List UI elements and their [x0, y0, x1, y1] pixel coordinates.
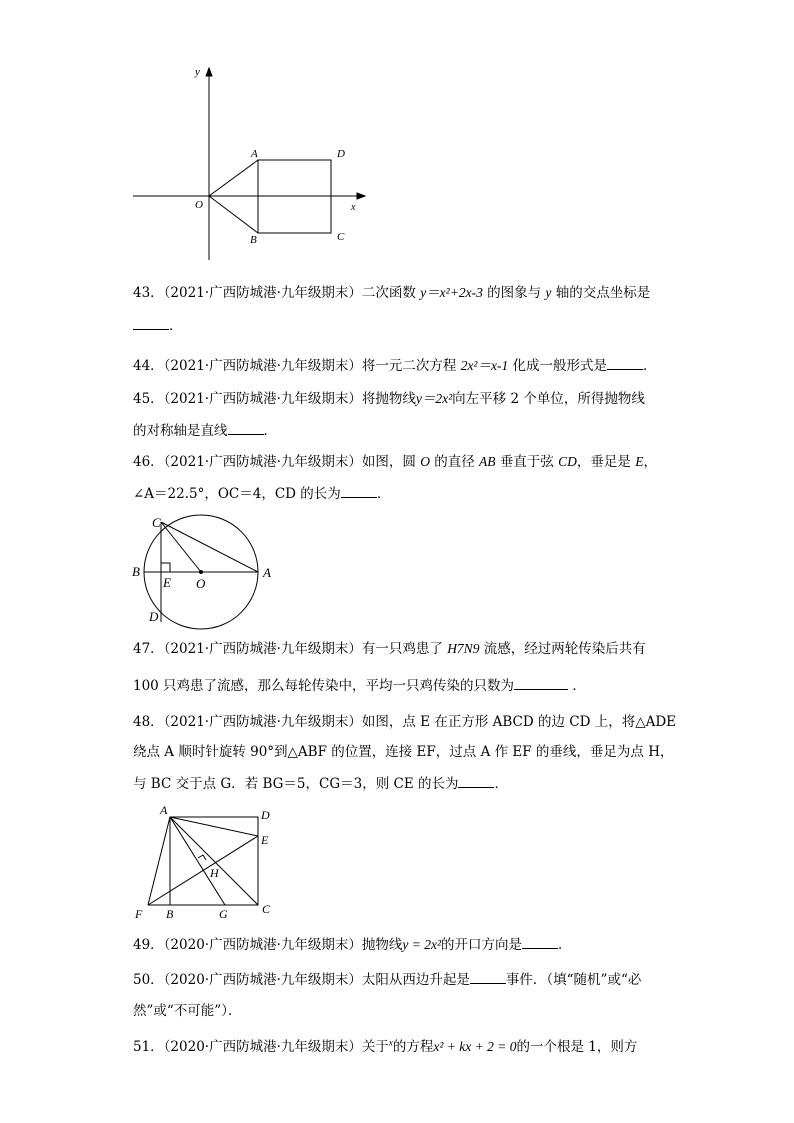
equation: y＝x²+2x-3	[420, 285, 483, 300]
question-45	[133, 389, 663, 409]
square-figure	[130, 800, 280, 925]
label-O: O	[196, 576, 206, 591]
question-45-line2	[133, 421, 663, 441]
text: 化成一般形式是	[512, 358, 608, 374]
question-source: （2021·广西防城港·九年级期末）	[163, 454, 362, 470]
question-49	[133, 935, 663, 955]
question-number: 43．	[133, 285, 164, 301]
variable: AB	[479, 454, 496, 469]
circle-figure	[128, 510, 288, 630]
answer-blank[interactable]	[470, 970, 506, 984]
answer-blank[interactable]	[607, 356, 643, 370]
text: 的方程	[392, 1039, 434, 1055]
text: 与 BC 交于点 G．若 BG＝5，CG＝3，则 CE 的长为	[133, 776, 459, 792]
virus-name: H7N9	[447, 641, 480, 656]
text: 向左平移 2 个单位，所得抛物线	[452, 391, 645, 407]
text: 如图，点 E 在正方形 ABCD 的边 CD 上，将△ADE	[361, 714, 677, 730]
label-A: A	[263, 565, 271, 580]
question-source: （2020·广西防城港·九年级期末）	[163, 972, 362, 988]
text: 的对称轴是直线	[133, 423, 228, 439]
x-axis-arrow	[357, 193, 365, 199]
label-A: A	[251, 148, 258, 160]
answer-blank[interactable]	[458, 774, 494, 788]
question-51	[133, 1037, 663, 1057]
variable: E	[635, 454, 644, 469]
text: ，垂足是	[576, 454, 631, 470]
label-E: E	[261, 833, 269, 847]
question-47	[133, 639, 663, 659]
label-F: F	[135, 907, 143, 921]
text: 如图，圆	[361, 454, 416, 470]
question-number: 44．	[133, 358, 164, 374]
question-43	[133, 283, 663, 303]
question-source: （2020·广西防城港·九年级期末）	[163, 1039, 362, 1055]
text: ．	[643, 358, 657, 374]
question-50	[133, 970, 663, 990]
answer-blank[interactable]	[341, 484, 377, 498]
text: ．	[376, 486, 391, 502]
variable: y	[545, 285, 552, 300]
right-angle-mark	[161, 563, 170, 572]
text: 关于	[361, 1039, 389, 1055]
equation: y＝2x²	[415, 391, 453, 406]
question-source: （2021·广西防城港·九年级期末）	[163, 641, 362, 657]
label-C: C	[337, 231, 345, 243]
label-G: G	[219, 907, 228, 921]
label-O: O	[195, 199, 203, 211]
variable: x	[388, 1037, 393, 1048]
question-number: 49．	[133, 937, 164, 953]
answer-blank[interactable]	[514, 676, 568, 690]
question-number: 48．	[133, 714, 164, 730]
question-source: （2021·广西防城港·九年级期末）	[163, 358, 362, 374]
label-B: B	[166, 907, 174, 921]
answer-blank[interactable]	[228, 421, 264, 435]
segment-OA	[209, 160, 258, 196]
label-D: D	[337, 148, 345, 160]
y-axis-arrow	[206, 68, 212, 76]
question-44	[133, 356, 663, 376]
question-50-line2	[133, 1002, 663, 1021]
text: ．	[169, 318, 183, 334]
center-point	[199, 570, 203, 574]
segment-AF	[148, 817, 170, 905]
text: 太阳从西边升起是	[361, 972, 470, 988]
text: 将一元二次方程	[361, 358, 457, 374]
question-number: 47．	[133, 641, 164, 657]
text: 绕点 A 顺时针旋转 90°到△ABF 的位置，连接 EF，过点 A 作 EF 的垂线，垂足为点 H，	[133, 744, 674, 760]
question-number: 50．	[133, 972, 164, 988]
text: ．	[263, 423, 277, 439]
label-C: C	[262, 902, 271, 916]
question-number: 45．	[133, 391, 164, 407]
right-angle-mark	[198, 855, 206, 860]
question-46	[133, 452, 663, 472]
label-A: A	[160, 803, 168, 817]
equation: 2x²＝x-1	[460, 358, 509, 373]
equation: y = 2x²	[402, 937, 442, 952]
answer-blank[interactable]	[133, 316, 169, 330]
question-48-line3	[133, 774, 663, 794]
segment-CA	[161, 522, 258, 572]
question-source: （2021·广西防城港·九年级期末）	[163, 714, 362, 730]
variable: CD	[558, 454, 577, 469]
text: 的开口方向是	[441, 937, 523, 953]
label-y: y	[195, 66, 200, 78]
text: 的一个根是 1，则方	[516, 1039, 638, 1055]
label-C: C	[152, 515, 161, 530]
label-x: x	[351, 202, 356, 213]
label-B: B	[132, 564, 140, 579]
question-46-line2	[133, 484, 663, 504]
label-B: B	[250, 234, 257, 246]
text: ．	[558, 937, 572, 953]
label-D: D	[261, 808, 270, 822]
text: ．	[572, 678, 586, 694]
text: 的直径	[434, 454, 475, 470]
question-48-line2	[133, 743, 674, 762]
text: ，	[643, 454, 657, 470]
question-source: （2021·广西防城港·九年级期末）	[163, 391, 362, 407]
text: 的图象与	[487, 285, 542, 301]
question-number: 46．	[133, 454, 164, 470]
question-source: （2021·广西防城港·九年级期末）	[163, 285, 362, 301]
question-number: 51．	[133, 1039, 164, 1055]
text: 100 只鸡患了流感，那么每轮传染中，平均一只鸡传染的只数为	[133, 678, 515, 694]
text: ．	[494, 776, 508, 792]
label-H: H	[210, 866, 219, 880]
segment-OB	[209, 196, 258, 233]
coordinate-figure	[125, 60, 375, 270]
text: 将抛物线	[361, 391, 416, 407]
label-E: E	[163, 575, 171, 590]
segment-AE	[170, 817, 258, 836]
text: 有一只鸡患了	[361, 641, 443, 657]
text: 然”或“不可能”）．	[133, 1003, 242, 1019]
question-48	[133, 713, 677, 732]
question-47-line2	[133, 676, 663, 696]
diagonal-AC	[170, 817, 258, 905]
text: ∠A＝22.5°，OC＝4，CD 的长为	[133, 486, 341, 502]
text: 抛物线	[361, 937, 403, 953]
text: 事件．（填“随机”或“必	[505, 972, 642, 988]
question-43-line2	[133, 316, 663, 336]
segment-AG	[170, 817, 225, 905]
text: 垂直于弦	[499, 454, 554, 470]
label-D: D	[149, 609, 159, 624]
answer-blank[interactable]	[522, 935, 558, 949]
question-source: （2020·广西防城港·九年级期末）	[163, 937, 362, 953]
equation: x² + kx + 2 = 0	[433, 1039, 517, 1054]
text: 轴的交点坐标是	[555, 285, 651, 301]
text: 二次函数	[361, 285, 416, 301]
text: 流感，经过两轮传染后共有	[483, 641, 646, 657]
variable: O	[420, 454, 430, 469]
segment-CO	[161, 522, 201, 572]
